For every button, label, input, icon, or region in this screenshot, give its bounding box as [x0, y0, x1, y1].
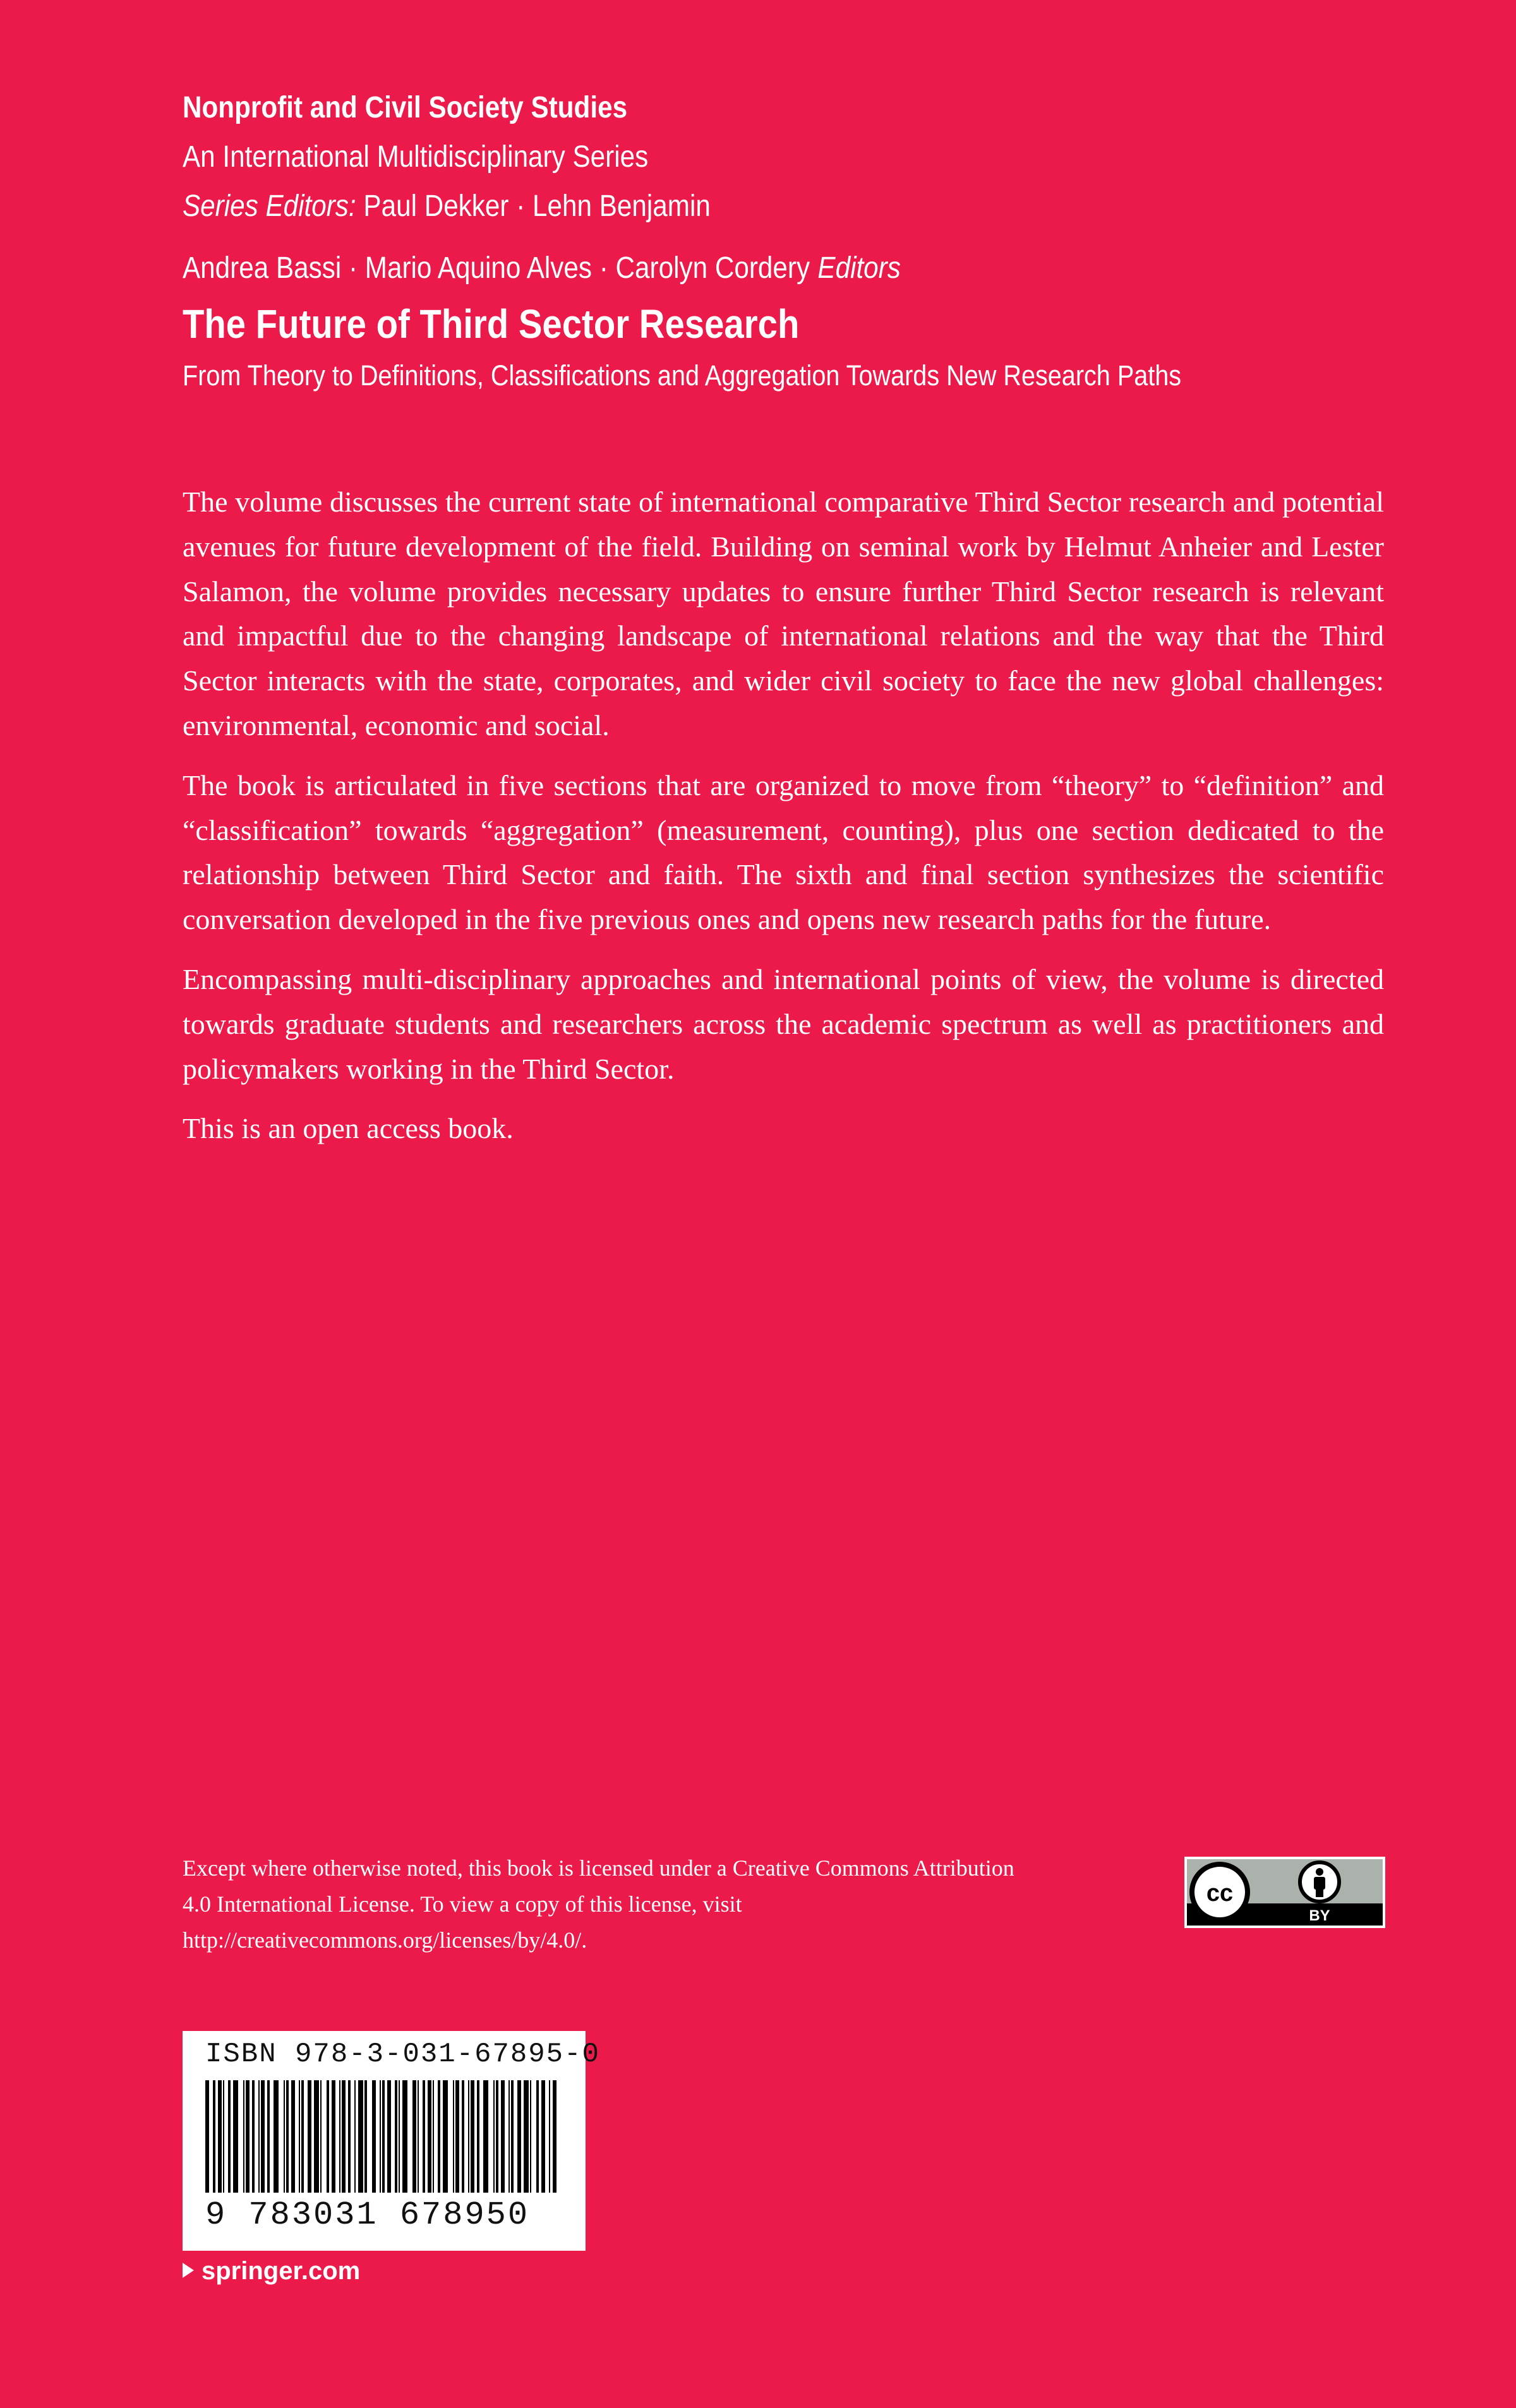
barcode-bar [332, 2080, 335, 2193]
blurb-paragraph: Encompassing multi-disciplinary approaches and international points of view, the volume is directed towards graduate students and researchers across the academic spectrum as well as practitioners and policymakers working in the Third Sector. [183, 962, 1384, 1085]
book-subtitle: From Theory to Definitions, Classifications and Aggregation Towards New Research Paths [183, 359, 1182, 392]
book-editors: Andrea Bassi · Mario Aquino Alves · Carolyn Cordery [183, 251, 810, 285]
barcode-bar [536, 2080, 539, 2193]
barcode-bar [443, 2080, 448, 2193]
book-title: The Future of Third Sector Research [183, 301, 800, 347]
license-notice: Except where otherwise noted, this book is licensed under a Creative Commons Attribution 4.0 International License. To view a copy of this license, visit http://creativecommons.org/licenses/by/4.0/. [183, 1855, 1014, 1953]
barcode-bar [471, 2080, 474, 2193]
barcode-bar [284, 2080, 285, 2193]
series-name: Nonprofit and Civil Society Studies [183, 91, 628, 124]
barcode-bar [412, 2080, 416, 2193]
series-block [183, 83, 711, 231]
cc-icon [1192, 1864, 1248, 1920]
cc-badge-label: BY [1309, 1907, 1330, 1924]
barcode-bar [274, 2080, 279, 2193]
barcode [205, 2080, 559, 2193]
barcode-bar [243, 2080, 244, 2193]
barcode-bar [462, 2080, 464, 2193]
barcode-bar [380, 2080, 381, 2193]
barcode-bar [387, 2080, 391, 2193]
barcode-bar [524, 2080, 529, 2193]
publisher-link[interactable] [183, 2257, 360, 2285]
isbn-label: ISBN 978-3-031-67895-0 [205, 2039, 600, 2070]
series-subtitle: An International Multidisciplinary Series [183, 140, 649, 174]
barcode-bar [314, 2080, 319, 2193]
blurb-paragraph: The book is articulated in five sections that are organized to move from “theory” to “definition” and “classification” towards “aggregation” (measurement, counting), plus one section dedicated to the relationship between Third Sector and faith. The sixth and final section synthesizes the scientific conversation developed in the five previous ones and opens new research paths for the future. [183, 769, 1384, 936]
barcode-bar [433, 2080, 434, 2193]
barcode-bar [348, 2080, 351, 2193]
barcode-bar [228, 2080, 231, 2193]
barcode-bar [267, 2080, 270, 2193]
cc-by-badge [1184, 1857, 1385, 1928]
barcode-bar [327, 2080, 329, 2193]
blurb-paragraph: This is an open access book. [183, 1112, 514, 1145]
barcode-bar [399, 2080, 400, 2193]
barcode-bar [496, 2080, 498, 2193]
barcode-bar [261, 2080, 265, 2193]
barcode-bar [342, 2080, 346, 2193]
series-editors-label: Series Editors: [183, 189, 356, 223]
attribution-person-icon [1300, 1862, 1339, 1902]
blurb-paragraph: The volume discusses the current state of international comparative Third Sector research and potential avenues for future development of the field. Building on seminal work by Helmut Anheier and Lester Salamon, the volume provides necessary updates to ensure further Third Sector research is relevant and impactful due to the changing landscape of international relations and the way that the Third Sector interacts with the state, corporates, and wider civil society to face the new global challenges: environmental, economic and social. [183, 486, 1384, 741]
barcode-bar [354, 2080, 356, 2193]
barcode-bar [358, 2080, 363, 2193]
barcode-bar [339, 2080, 340, 2193]
publisher-url: springer.com [202, 2257, 361, 2285]
barcode-bar [395, 2080, 397, 2193]
barcode-bar [205, 2080, 209, 2193]
barcode-bar [418, 2080, 419, 2193]
barcode-bar [252, 2080, 255, 2193]
barcode-bar [246, 2080, 250, 2193]
barcode-bar [468, 2080, 469, 2193]
barcode-bar [453, 2080, 454, 2193]
barcode-bar [364, 2080, 367, 2193]
barcode-bar [517, 2080, 521, 2193]
barcode-bar [372, 2080, 376, 2193]
barcode-bar [483, 2080, 488, 2193]
barcode-bar [218, 2080, 222, 2193]
barcode-bar [549, 2080, 550, 2193]
series-editors: Paul Dekker · Lehn Benjamin [363, 189, 711, 223]
barcode-bar [511, 2080, 514, 2193]
barcode-bar [233, 2080, 238, 2193]
barcode-bar [301, 2080, 304, 2193]
barcode-bar [423, 2080, 425, 2193]
barcode-digits: 9 783031 678950 [205, 2196, 530, 2234]
book-editors-line [183, 246, 901, 291]
series-editors-line [183, 182, 711, 231]
barcode-bar [320, 2080, 322, 2193]
barcode-bar [286, 2080, 289, 2193]
barcode-bar [308, 2080, 311, 2193]
barcode-bar [508, 2080, 510, 2193]
barcode-bar [258, 2080, 260, 2193]
barcode-bar [493, 2080, 495, 2193]
barcode-bar [382, 2080, 385, 2193]
book-editors-role: Editors [817, 251, 901, 285]
barcode-bar [291, 2080, 295, 2193]
blurb [183, 480, 1384, 1166]
barcode-bar [299, 2080, 300, 2193]
arrow-right-icon [183, 2263, 194, 2278]
svg-text:cc: cc [1206, 1880, 1234, 1907]
barcode-bar [213, 2080, 215, 2193]
barcode-bar [402, 2080, 407, 2193]
barcode-bar [223, 2080, 224, 2193]
barcode-bar [455, 2080, 459, 2193]
barcode-bar [438, 2080, 440, 2193]
barcode-bar [541, 2080, 545, 2193]
isbn-barcode-box [183, 2031, 600, 2251]
barcode-bar [477, 2080, 479, 2193]
barcode-bar [428, 2080, 431, 2193]
barcode-bar [501, 2080, 505, 2193]
barcode-bar [530, 2080, 531, 2193]
barcode-bar [553, 2080, 556, 2193]
